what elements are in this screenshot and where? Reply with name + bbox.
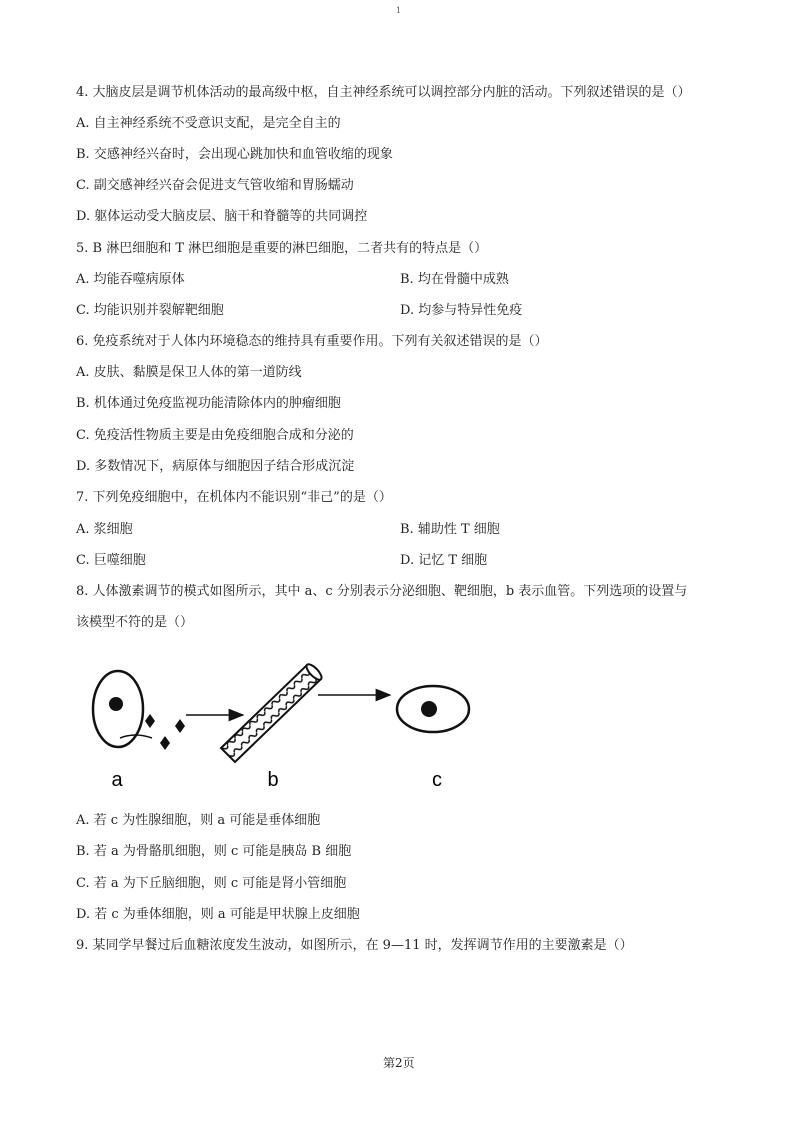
question-8-option-c: C. 若 a 为下丘脑细胞，则 c 可能是肾小管细胞 [76,876,347,891]
question-6-option-b: B. 机体通过免疫监视功能清除体内的肿瘤细胞 [76,396,341,411]
cell-a-nucleus [109,697,123,711]
question-5-option-c: C. 均能识别并裂解靶细胞 [76,303,224,318]
figure-label-c: c [432,769,442,791]
question-4-option-a: A. 自主神经系统不受意识支配，是完全自主的 [76,116,341,131]
question-6-option-d: D. 多数情况下，病原体与细胞因子结合形成沉淀 [76,459,355,474]
question-7-option-c: C. 巨噬细胞 [76,553,146,568]
question-8-stem-line-1: 8. 人体激素调节的模式如图所示，其中 a、c 分别表示分泌细胞、靶细胞，b 表示血管。下列选项的设置与 [76,584,688,599]
question-8-option-a: A. 若 c 为性腺细胞，则 a 可能是垂体细胞 [76,813,321,828]
blood-vessel-body [221,665,321,762]
question-6-stem: 6. 免疫系统对于人体内环境稳态的维持具有重要作用。下列有关叙述错误的是（） [76,334,548,349]
hormone-particle [160,736,170,750]
question-7-option-a: A. 浆细胞 [76,522,133,537]
hormone-particle [145,714,155,728]
question-7-stem: 7. 下列免疫细胞中，在机体内不能识别“非己”的是（） [76,490,392,505]
question-9-stem: 9. 某同学早餐过后血糖浓度发生波动，如图所示，在 9—11 时，发挥调节作用的主要激素是（） [76,938,633,953]
cell-c-nucleus [421,701,437,717]
page-number: 第2页 [383,1056,415,1070]
question-4-stem: 4. 大脑皮层是调节机体活动的最高级中枢，自主神经系统可以调控部分内脏的活动。下列叙述错误的是（） [76,85,691,100]
question-6-option-a: A. 皮肤、黏膜是保卫人体的第一道防线 [76,365,302,380]
question-4-option-c: C. 副交感神经兴奋会促进支气管收缩和胃肠蠕动 [76,178,354,193]
figure-label-b: b [267,769,279,791]
hormone-particle [175,719,185,733]
page-header-mark: 1 [396,6,402,15]
question-6-option-c: C. 免疫活性物质主要是由免疫细胞合成和分泌的 [76,428,354,443]
figure-label-a: a [111,769,123,791]
blood-vessel-b [221,662,324,762]
question-7-option-d: D. 记忆 T 细胞 [400,553,488,568]
target-cell-c [397,686,469,732]
question-7-option-b: B. 辅助性 T 细胞 [400,522,500,537]
hormone-regulation-diagram [80,656,500,796]
question-8-stem-line-2: 该模型不符的是（） [76,615,194,630]
question-4-option-b: B. 交感神经兴奋时，会出现心跳加快和血管收缩的现象 [76,147,393,162]
question-5-option-b: B. 均在骨髓中成熟 [400,272,509,287]
question-5-option-a: A. 均能吞噬病原体 [76,272,185,287]
question-4-option-d: D. 躯体运动受大脑皮层、脑干和脊髓等的共同调控 [76,209,368,224]
question-8-option-d: D. 若 c 为垂体细胞，则 a 可能是甲状腺上皮细胞 [76,907,360,922]
question-5-option-d: D. 均参与特异性免疫 [400,303,523,318]
question-8-option-b: B. 若 a 为骨骼肌细胞，则 c 可能是胰岛 B 细胞 [76,844,352,859]
question-5-stem: 5. B 淋巴细胞和 T 淋巴细胞是重要的淋巴细胞，二者共有的特点是（） [76,241,488,256]
